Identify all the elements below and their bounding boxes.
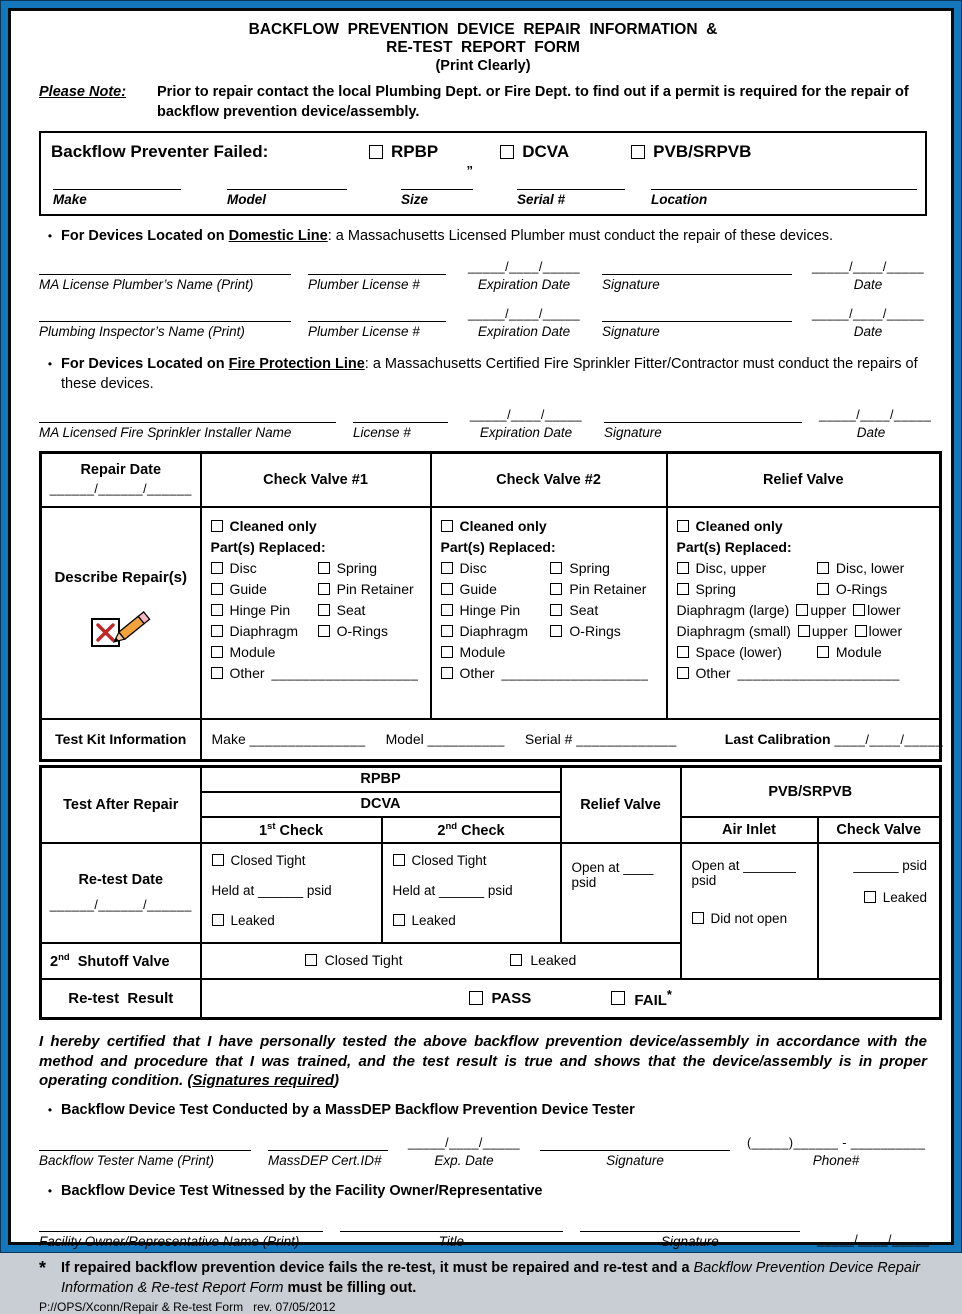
serial-write-line[interactable] — [517, 177, 625, 190]
inspector-signature-field: Signature — [602, 309, 792, 340]
serial-label: Serial # — [517, 192, 566, 207]
repair-table — [39, 451, 942, 762]
witness-heading: Backflow Device Test Witnessed by the Facility Owner/Representative — [61, 1182, 543, 1199]
plumber-signature-field: Signature — [602, 262, 792, 293]
sprinkler-expiration-field: _____/____/_____ Expiration Date — [465, 408, 587, 441]
retest-date-line[interactable]: ______/______/______ — [49, 898, 192, 912]
pvb-check-valve-test-cell: ______ psid Leaked — [818, 843, 941, 979]
second-check-leaked-checkbox[interactable] — [393, 914, 405, 926]
tester-cert-id-field: MassDEP Cert.ID# — [268, 1138, 388, 1169]
bullet-icon: • — [47, 229, 53, 243]
inspector-date-field: _____/____/_____ Date — [809, 307, 927, 340]
rv-module-checkbox[interactable] — [817, 646, 829, 658]
size-label: Size — [401, 192, 429, 207]
tester-heading: Backflow Device Test Conducted by a MassDEP Backflow Prevention Device Tester — [61, 1101, 635, 1118]
form-title-line3: (Print Clearly) — [435, 58, 531, 74]
fire-intro-prefix: For Devices Located on — [61, 356, 229, 372]
cv1-guide-checkbox[interactable] — [211, 583, 223, 595]
rv-cleaned-checkbox[interactable] — [677, 520, 689, 532]
fire-intro-underlined: Fire Protection Line — [228, 356, 365, 372]
test-after-repair-table — [39, 765, 942, 1020]
cv2-module-checkbox[interactable] — [441, 646, 453, 658]
cv2-pin-retainer-checkbox[interactable] — [550, 583, 562, 595]
fire-intro-suffix: : a Massachusetts Certified Fire Sprinkler Fitter/Contractor must conduct the repairs of these devices. — [61, 356, 918, 392]
model-label: Model — [227, 192, 266, 207]
failed-box-label: Backflow Preventer Failed: — [51, 142, 269, 161]
shutoff-closed-tight-checkbox[interactable] — [305, 954, 317, 966]
rv-disc-upper-checkbox[interactable] — [677, 562, 689, 574]
plumber-signature-row — [39, 260, 927, 293]
relief-valve-column-header: Relief Valve — [561, 767, 681, 843]
form-title-line1: BACKFLOW PREVENTION DEVICE REPAIR INFORMATION & — [248, 21, 718, 38]
check-valve-2-header: Check Valve #2 — [431, 453, 667, 507]
title-write-line[interactable] — [340, 1219, 563, 1232]
relief-valve-header: Relief Valve — [667, 453, 941, 507]
witness-signature-row — [39, 1219, 930, 1250]
retest-result-header: Re-test Result — [41, 979, 201, 1019]
witness-date-line[interactable]: _____/____/_____ — [817, 1232, 930, 1247]
describe-repairs-label: Describe Repair(s) — [54, 568, 188, 586]
plumber-name-write-line[interactable] — [39, 262, 291, 275]
option-dcva[interactable]: DCVA — [500, 142, 569, 162]
fail-checkbox[interactable] — [611, 991, 625, 1005]
rpbp-checkbox[interactable] — [369, 145, 383, 159]
tester-signature-write-line[interactable] — [540, 1138, 730, 1151]
repair-date-header: Repair Date ______/______/______ — [41, 453, 201, 507]
asterisk-mark: * — [39, 1257, 47, 1278]
retest-result-cell — [201, 979, 941, 1019]
relief-valve-checklist: Cleaned only Part(s) Replaced: Disc, upper Disc, lower Spring O-Rings Diaphragm (large) upper lower Diaphragm (small) upper lower Space (lower) Module Other _____________________ — [667, 507, 941, 719]
inspector-signature-write-line[interactable] — [602, 309, 792, 322]
kit-model-write-line[interactable]: __________ — [427, 732, 505, 748]
second-shutoff-cell — [201, 943, 681, 979]
cv2-guide-checkbox[interactable] — [441, 583, 453, 595]
first-check-test-cell: Closed Tight Held at ______ psid Leaked — [201, 843, 382, 943]
inch-mark: ” — [466, 163, 473, 178]
shutoff-closed-tight[interactable]: Closed Tight — [305, 952, 403, 968]
cv2-seat-checkbox[interactable] — [550, 604, 562, 616]
cv1-disc-checkbox[interactable] — [211, 562, 223, 574]
size-field — [401, 164, 473, 208]
check-valve-1-checklist: Cleaned only Part(s) Replaced: Disc Spring Guide Pin Retainer Hinge Pin Seat Diaphragm O-Rings Module Other ___________________ — [201, 507, 431, 719]
rv-disc-lower-checkbox[interactable] — [817, 562, 829, 574]
repair-date-line[interactable]: ______/______/______ — [49, 482, 192, 497]
second-check-held-at: Held at ______ psid — [392, 882, 513, 898]
shutoff-leaked[interactable]: Leaked — [510, 952, 576, 968]
relief-valve-test-cell — [561, 843, 681, 943]
bullet-icon: • — [47, 1183, 53, 1198]
cv1-orings-checkbox[interactable] — [318, 625, 330, 637]
kit-calibration-date-line[interactable]: ____/____/_____ — [834, 732, 944, 748]
tester-name-field: Backflow Tester Name (Print) — [39, 1138, 251, 1169]
option-rpbp[interactable]: RPBP — [369, 142, 438, 162]
location-field — [651, 177, 917, 208]
first-check-closed-tight-checkbox[interactable] — [212, 854, 224, 866]
second-check-header: 2nd Check — [382, 817, 561, 843]
please-note-text: Prior to repair contact the local Plumbing Dept. or Fire Dept. to find out if a permit is required for the repair of backflow prevention device/assembly. — [157, 84, 909, 120]
size-write-line[interactable] — [401, 177, 473, 190]
test-kit-row: Make _______________ Model __________ Serial # _____________ Last Calibration ____/____/_____ — [201, 719, 941, 761]
tester-name-write-line[interactable] — [39, 1138, 251, 1151]
rv-diaphragm-large-lower-checkbox[interactable] — [853, 604, 865, 616]
kit-make-write-line[interactable]: _______________ — [249, 732, 366, 748]
cv1-module-checkbox[interactable] — [211, 646, 223, 658]
dcva-checkbox[interactable] — [500, 145, 514, 159]
model-field — [227, 177, 347, 208]
rv-other-checkbox[interactable] — [677, 667, 689, 679]
tester-cert-id-write-line[interactable] — [268, 1138, 388, 1151]
cv1-cleaned-checkbox[interactable] — [211, 520, 223, 532]
witness-signature-write-line[interactable] — [580, 1219, 800, 1232]
inspector-license-field: Plumber License # — [308, 309, 446, 340]
inspector-name-field: Plumbing Inspector’s Name (Print) — [39, 309, 291, 340]
tester-signature-field: Signature — [540, 1138, 730, 1169]
cv1-spring-checkbox[interactable] — [318, 562, 330, 574]
rv-other-write-line[interactable]: _____________________ — [737, 665, 900, 681]
first-check-header: 1st Check — [201, 817, 382, 843]
fail-option[interactable]: FAIL* — [611, 987, 672, 1009]
rv-space-lower-checkbox[interactable] — [677, 646, 689, 658]
form-sheet — [8, 8, 954, 1314]
pvb-leaked-checkbox[interactable] — [864, 891, 876, 903]
expiration-date-line[interactable]: _____/____/_____ — [467, 260, 581, 274]
air-inlet-header: Air Inlet — [681, 817, 818, 843]
sprinkler-name-write-line[interactable] — [39, 410, 336, 423]
form-title-line2: RE-TEST REPORT FORM — [386, 39, 580, 56]
serial-field — [517, 177, 625, 208]
certification-statement: I hereby certified that I have personally tested the above backflow prevention device/assembly in accordance with the method and procedure that I was trained, and the test result is true and shows that the device/assembly is in proper operating condition. (Signatures required) — [39, 1033, 927, 1089]
check-valve-2-checklist: Cleaned only Part(s) Replaced: Disc Spring Guide Pin Retainer Hinge Pin Seat Diaphragm O-Rings Module Other ___________________ — [431, 507, 667, 719]
make-field — [53, 177, 181, 208]
tester-signature-row — [39, 1136, 927, 1169]
air-inlet-did-not-open-checkbox[interactable] — [692, 912, 704, 924]
domestic-line-intro — [39, 226, 927, 246]
facility-owner-name-field: Facility Owner/Representative Name (Print) — [39, 1219, 323, 1250]
phone-line[interactable]: (_____)______ - __________ — [747, 1135, 926, 1150]
inspector-name-write-line[interactable] — [39, 309, 291, 322]
domestic-intro-suffix: : a Massachusetts Licensed Plumber must conduct the repair of these devices. — [327, 228, 834, 244]
cv1-hinge-pin-checkbox[interactable] — [211, 604, 223, 616]
cv1-diaphragm-checkbox[interactable] — [211, 625, 223, 637]
plumber-date-field: _____/____/_____ Date — [809, 260, 927, 293]
plumber-license-write-line[interactable] — [308, 262, 446, 275]
second-check-test-cell: Closed Tight Held at ______ psid Leaked — [382, 843, 561, 943]
shutoff-leaked-checkbox[interactable] — [510, 954, 522, 966]
domestic-intro-prefix: For Devices Located on — [61, 228, 229, 244]
second-check-closed-tight-checkbox[interactable] — [393, 854, 405, 866]
cv1-seat-checkbox[interactable] — [318, 604, 330, 616]
bullet-icon: • — [47, 1102, 53, 1117]
date-line[interactable]: _____/____/_____ — [811, 260, 925, 274]
location-write-line[interactable] — [651, 177, 917, 190]
exp-date-line[interactable]: _____/____/_____ — [407, 1135, 521, 1150]
domestic-intro-underlined: Domestic Line — [228, 228, 328, 244]
test-kit-header: Test Kit Information — [41, 719, 201, 761]
rv-diaphragm-large-upper-checkbox[interactable] — [796, 604, 808, 616]
sprinkler-license-write-line[interactable] — [353, 410, 448, 423]
cv2-disc-checkbox[interactable] — [441, 562, 453, 574]
describe-repairs-cell — [41, 507, 201, 719]
witness-heading-line — [39, 1181, 927, 1201]
check-valve-1-header: Check Valve #1 — [201, 453, 431, 507]
cv2-other-checkbox[interactable] — [441, 667, 453, 679]
kit-serial-write-line[interactable]: _____________ — [576, 732, 677, 748]
checkbox-pencil-icon — [46, 602, 196, 657]
witness-signature-field: Signature — [580, 1219, 800, 1250]
inspector-signature-row — [39, 307, 927, 340]
model-write-line[interactable] — [227, 177, 347, 190]
plumber-license-field: Plumber License # — [308, 262, 446, 293]
dcva-header: DCVA — [201, 792, 561, 817]
sprinkler-signature-write-line[interactable] — [604, 410, 802, 423]
fail-footnote: * If repaired backflow prevention device fails the re-test, it must be repaired and re-test and a Backflow Prevention Device Repair Information & Re-test Report Form must be filling out. — [39, 1257, 921, 1296]
sprinkler-license-field: License # — [353, 410, 448, 441]
expiration-date-line[interactable]: _____/____/_____ — [467, 307, 581, 321]
pass-option[interactable]: PASS — [469, 990, 532, 1007]
sprinkler-signature-field: Signature — [604, 410, 802, 441]
plumber-name-field: MA License Plumber’s Name (Print) — [39, 262, 291, 293]
cv2-cleaned-checkbox[interactable] — [441, 520, 453, 532]
first-check-held-at: Held at ______ psid — [211, 882, 332, 898]
option-pvb-srpvb[interactable]: PVB/SRPVB — [631, 142, 751, 162]
retest-date-cell: Re-test Date ______/______/______ — [41, 843, 201, 943]
rv-diaphragm-small-lower-checkbox[interactable] — [855, 625, 867, 637]
first-check-leaked-checkbox[interactable] — [212, 914, 224, 926]
rpbp-header: RPBP — [201, 767, 561, 792]
sprinkler-signature-row — [39, 408, 932, 441]
pvb-srpvb-checkbox[interactable] — [631, 145, 645, 159]
cv2-spring-checkbox[interactable] — [550, 562, 562, 574]
test-after-repair-header: Test After Repair — [41, 767, 201, 843]
cv2-diaphragm-checkbox[interactable] — [441, 625, 453, 637]
plumber-signature-write-line[interactable] — [602, 262, 792, 275]
rv-diaphragm-small-upper-checkbox[interactable] — [798, 625, 810, 637]
rv-spring-checkbox[interactable] — [677, 583, 689, 595]
cv1-other-write-line[interactable]: ___________________ — [271, 665, 419, 681]
tester-heading-line — [39, 1100, 927, 1120]
cv2-hinge-pin-checkbox[interactable] — [441, 604, 453, 616]
air-inlet-test-cell: Open at _______ psid Did not open — [681, 843, 818, 979]
rv-orings-checkbox[interactable] — [817, 583, 829, 595]
date-line[interactable]: _____/____/_____ — [811, 307, 925, 321]
inspector-license-write-line[interactable] — [308, 309, 446, 322]
location-label: Location — [651, 192, 708, 207]
fire-line-intro — [39, 354, 927, 394]
pass-checkbox[interactable] — [469, 991, 483, 1005]
backflow-preventer-failed-box — [39, 131, 927, 216]
sprinkler-name-field: MA Licensed Fire Sprinkler Installer Name — [39, 410, 336, 441]
bullet-icon: • — [47, 357, 53, 371]
air-inlet-open-at: Open at _______ psid — [691, 857, 800, 888]
please-note-label: Please Note: — [39, 84, 127, 100]
cv2-other-write-line[interactable]: ___________________ — [501, 665, 649, 681]
file-path-revision: P://OPS/Xconn/Repair & Re-test Form rev. 07/05/2012 — [39, 1299, 336, 1314]
tester-exp-date-field: _____/____/_____ Exp. Date — [405, 1136, 523, 1169]
expiration-date-line[interactable]: _____/____/_____ — [469, 408, 583, 422]
inspector-expiration-field: _____/____/_____ Expiration Date — [463, 307, 585, 340]
make-label: Make — [53, 192, 87, 207]
witness-date-field — [817, 1232, 930, 1250]
cv1-other-checkbox[interactable] — [211, 667, 223, 679]
second-shutoff-header: 2nd Shutoff Valve — [41, 943, 201, 979]
tester-phone-field: (_____)______ - __________ Phone# — [747, 1135, 926, 1168]
pvb-srpvb-header: PVB/SRPVB — [681, 767, 941, 817]
facility-owner-name-write-line[interactable] — [39, 1219, 323, 1232]
cv2-orings-checkbox[interactable] — [550, 625, 562, 637]
sprinkler-date-field: _____/____/_____ Date — [819, 408, 932, 440]
check-valve-column-header: Check Valve — [818, 817, 941, 843]
title-field: Title — [340, 1219, 563, 1250]
relief-open-at: Open at ____ psid — [571, 859, 658, 890]
please-note — [39, 82, 927, 122]
plumber-expiration-field: _____/____/_____ Expiration Date — [463, 260, 585, 293]
date-line[interactable]: _____/____/_____ — [819, 408, 932, 422]
cv1-pin-retainer-checkbox[interactable] — [318, 583, 330, 595]
pvb-psid-line: ______ psid — [853, 857, 927, 873]
make-write-line[interactable] — [53, 177, 181, 190]
